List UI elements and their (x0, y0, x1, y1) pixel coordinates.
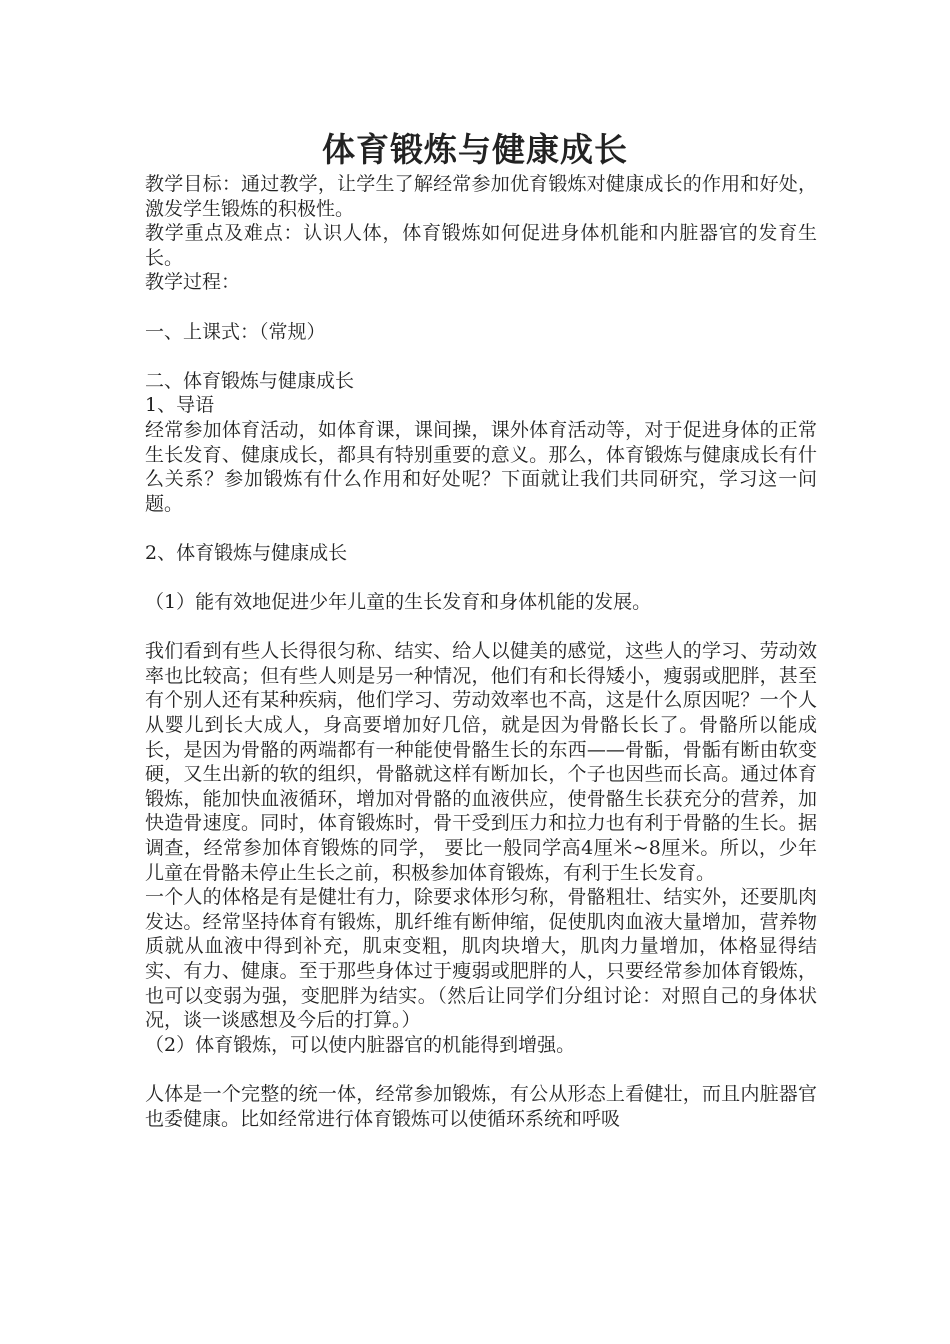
paragraph-muscle: 一个人的体格是有是健壮有力，除要求体形匀称，骨骼粗壮、结实外，还要肌肉发达。经常坚持体育有锻炼，肌纤维有断伸缩，促使肌肉血液大量增加，营养物质就从血液中得到补充，肌束变粗，肌肉块增大，肌肉力量增加，体格显得结实、有力、健康。至于那些身体过于瘦弱或肥胖的人，只要经常参加体育锻炼，也可以变弱为强，变肥胖为结实。（然后让同学们分组讨论：对照自己的身体状况，谈一谈感想及今后的打算。） (145, 886, 817, 1032)
section-heading-1: 一、上课式：（常规） (145, 320, 326, 343)
paragraph-internal-organs: 人体是一个完整的统一体，经常参加锻炼，有公从形态上看健壮，而且内脏器官也委健康。比如经常进行体育锻炼可以使循环系统和呼吸 (145, 1082, 817, 1130)
blank-line (145, 295, 817, 320)
blank-line (145, 615, 817, 640)
paragraph-intro: 经常参加体育活动，如体育课，课间操，课外体育活动等，对于促进身体的正常生长发育、健康成长，都具有特别重要的意义。那么，体育锻炼与健康成长有什么关系？参加锻炼有什么作用和好处呢？下面就让我们共同研究，学习这一问题。 (145, 418, 817, 515)
document-title: 体育锻炼与健康成长 (322, 130, 628, 169)
paragraph-key-points: 教学重点及难点：认识人体，体育锻炼如何促进身体机能和内脏器官的发育生长。 (145, 222, 817, 269)
paragraph-teaching-objective: 教学目标：通过教学，让学生了解经常参加优育锻炼对健康成长的作用和好处，激发学生锻炼的积极性。 (145, 173, 817, 220)
document-body (145, 172, 817, 1131)
point-1-heading: （1）能有效地促进少年儿童的生长发育和身体机能的发展。 (145, 591, 652, 614)
subheading-intro: 1、导语 (145, 394, 215, 417)
paragraph-teaching-process: 教学过程： (145, 271, 241, 294)
blank-line (145, 566, 817, 591)
paragraph-bone-growth: 我们看到有些人长得很匀称、结实、给人以健美的感觉，这些人的学习、劳动效率也比较高；但有些人则是另一种情况，他们有和长得矮小，瘦弱或肥胖，甚至有个别人还有某种疾病，他们学习、劳动效率也不高，这是什么原因呢？一个人从婴儿到长大成人，身高要增加好几倍，就是因为骨骼长长了。骨骼所以能成长，是因为骨骼的两端都有一种能使骨骼生长的东西——骨骺，骨骺有断由软变硬，又生出新的软的组织，骨骼就这样有断加长，个子也因些而长高。通过体育锻炼，能加快血液循环，增加对骨骼的血液供应，使骨骼生长获充分的营养，加快造骨速度。同时，体育锻炼时，骨干受到压力和拉力也有利于骨骼的生长。据调查，经常参加体育锻炼的同学， 要比一般同学高4厘米~8厘米。所以，少年儿童在骨骼未停止生长之前，积极参加体育锻炼，有利于生长发育。 (145, 640, 817, 884)
blank-line (145, 516, 817, 541)
section-heading-2: 二、体育锻炼与健康成长 (145, 369, 355, 392)
blank-line (145, 344, 817, 369)
subheading-exercise-growth: 2、体育锻炼与健康成长 (145, 541, 348, 564)
point-2-heading: （2）体育锻炼，可以使内脏器官的机能得到增强。 (145, 1033, 576, 1056)
blank-line (145, 1057, 817, 1082)
